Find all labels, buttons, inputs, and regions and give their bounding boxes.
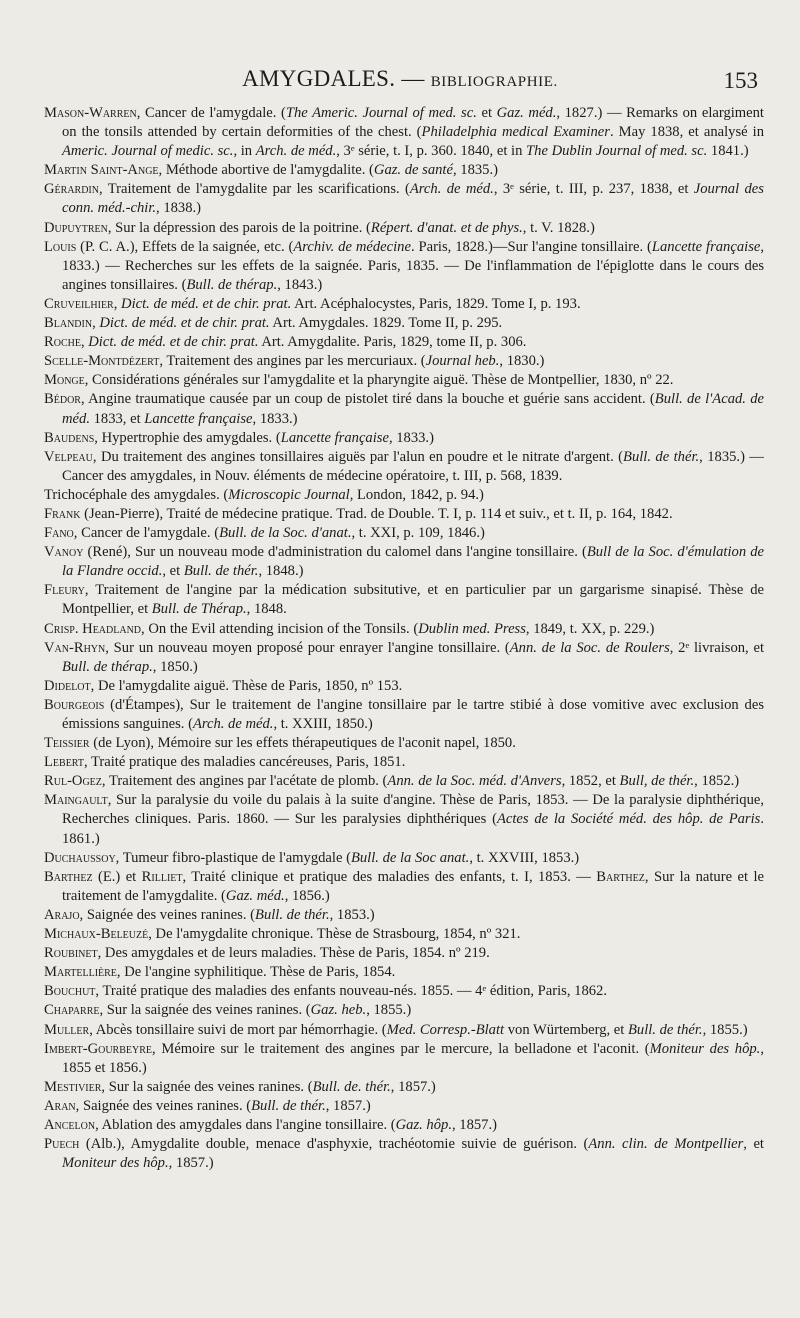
entry-text: , Traitement des angines par l'acétate de plomb. (: [101, 773, 388, 790]
entry-title-italic: Moniteur des hôp.: [649, 1040, 761, 1057]
entry-author: Chaparre: [44, 1002, 100, 1019]
bibliography-entry: [44, 104, 764, 161]
entry-author: Mason-Warren: [44, 105, 137, 121]
entry-title-italic: Bull de la Soc. d'émulation de la Flandre occid.: [62, 544, 765, 580]
entry-text: von Würtemberg, et: [504, 1021, 628, 1038]
bibliography-entry: [44, 505, 764, 524]
entry-text: et: [476, 105, 497, 121]
bibliography-entry: [44, 1021, 764, 1040]
entry-title-italic: Lancette française: [280, 429, 389, 446]
bibliography-entry: [44, 753, 764, 772]
entry-text: , 1848.): [258, 563, 304, 580]
bibliography-entry: [44, 295, 764, 314]
entry-author: Rilliet: [141, 868, 183, 885]
entry-text: , Du traitement des angines tonsillaires aiguës par l'alun en poudre et le nitrate d'argent. (: [92, 448, 624, 465]
entry-text: , Traité pratique des maladies des enfants nouveau-nés. 1855. — 4ᵉ édition, Paris, 1862.: [95, 983, 607, 1000]
header-title: AMYGDALES.: [242, 66, 396, 91]
entry-text: , 1852.): [694, 773, 740, 790]
bibliography-entry: [44, 333, 764, 352]
header-subtitle: BIBLIOGRAPHIE.: [430, 74, 558, 90]
entry-title-italic: Ann. de la Soc. méd. d'Anvers: [387, 773, 562, 790]
bibliography-list: [44, 104, 764, 1173]
entry-title-italic: Bull. de thér.: [183, 563, 259, 580]
bibliography-entry: [44, 219, 764, 238]
entry-text: , 1857.): [325, 1097, 371, 1114]
entry-text: , 1838.): [156, 200, 202, 217]
entry-text: , 1852, et: [561, 773, 620, 790]
entry-title-italic: Med. Corresp.-Blatt: [386, 1021, 505, 1038]
entry-text: , 1835.): [452, 162, 498, 179]
entry-author: Louis: [44, 238, 77, 255]
bibliography-entry: [44, 944, 764, 963]
entry-text: , t. V. 1828.): [522, 219, 595, 236]
entry-author: Blandin: [44, 315, 93, 332]
entry-title-italic: Répert. d'anat. et de phys.: [370, 219, 523, 236]
entry-text: , 1857.): [451, 1116, 497, 1133]
bibliography-entry: [44, 314, 764, 333]
bibliography-entry: [44, 772, 764, 791]
entry-text: ,: [80, 334, 89, 351]
entry-text: , Sur la nature et le traitement de l'amygdalite. (: [62, 868, 764, 904]
entry-title-italic: Dict. de méd. et de chir. prat.: [121, 295, 292, 312]
entry-title-italic: Bull. de thér.: [623, 448, 700, 465]
entry-text: , Cancer de l'amygdale. (: [73, 525, 220, 542]
entry-text: , et: [162, 563, 184, 580]
entry-title-italic: Microscopic Journal: [228, 486, 350, 503]
entry-author: Mestivier: [44, 1078, 102, 1095]
entry-text: ,: [92, 315, 100, 332]
bibliography-entry: [44, 906, 764, 925]
bibliography-entry: [44, 791, 764, 848]
running-title: [0, 66, 800, 92]
entry-text: , 1857.): [168, 1155, 214, 1172]
entry-text: , Hypertrophie des amygdales. (: [94, 429, 281, 446]
bibliography-entry: [44, 696, 764, 734]
entry-text: , De l'amygdalite chronique. Thèse de Strasbourg, 1854, nº 321.: [148, 926, 521, 943]
entry-text: , 1833.): [388, 429, 434, 446]
entry-title-italic: Gaz. hôp.: [395, 1116, 452, 1133]
entry-author: Baudens: [44, 429, 95, 446]
entry-text: , Sur la dépression des parois de la poitrine. (: [107, 219, 371, 236]
running-header: [0, 66, 800, 106]
entry-text: , 1855.): [702, 1021, 748, 1038]
entry-author: Martellière: [44, 964, 117, 981]
bibliography-entry: [44, 1001, 764, 1020]
entry-text: , De l'amygdalite aiguë. Thèse de Paris, 1850, nº 153.: [90, 677, 403, 694]
entry-author: Vanoy: [44, 544, 84, 561]
entry-text: , 1850.): [152, 658, 198, 675]
entry-text: , Traitement de l'angine par la médication subsitutive, et en particulier par un gargarisme sinapisé. Thèse de Montpellier, et: [62, 582, 764, 618]
entry-text: (E.) et: [92, 868, 142, 885]
bibliography-entry: [44, 581, 764, 619]
bibliography-entry: [44, 1078, 764, 1097]
entry-text: Art. Amygdales. 1829. Tome II, p. 295.: [269, 315, 503, 332]
entry-text: (Jean-Pierre), Traité de médecine pratique. Trad. de Double. T. I, p. 114 et suiv., et t. II, p. 164, 1842.: [80, 505, 673, 522]
bibliography-entry: [44, 925, 764, 944]
entry-text: , Traitement de l'amygdalite par les scarifications. (: [98, 181, 410, 198]
entry-title-italic: Bull, de thér.: [619, 773, 695, 790]
entry-text: Art. Acéphalocystes, Paris, 1829. Tome I, p. 193.: [291, 295, 581, 312]
entry-text: , 1856.): [284, 887, 330, 904]
entry-text: , Angine traumatique causée par un coup de pistolet tiré dans la bouche et guérie sans accident. (: [80, 391, 655, 408]
entry-author: Roubinet: [44, 945, 98, 962]
entry-text: (P. C. A.), Effets de la saignée, etc. (: [76, 238, 294, 255]
bibliography-entry: [44, 238, 764, 295]
entry-text: , Sur un nouveau moyen proposé pour enrayer l'angine tonsillaire. (: [105, 639, 510, 656]
entry-author: Michaux-Beleuzé: [44, 926, 149, 943]
entry-title-italic: Journal heb.: [425, 353, 500, 370]
entry-text: , et: [743, 1136, 764, 1153]
entry-author: Muller: [44, 1021, 90, 1038]
entry-text: , London, 1842, p. 94.): [349, 486, 484, 503]
entry-author: Bouchut: [44, 983, 96, 1000]
bibliography-entry: [44, 1135, 764, 1173]
entry-author: Bourgeois: [44, 696, 105, 713]
entry-author: Fleury: [44, 582, 85, 599]
bibliography-entry: [44, 868, 764, 906]
entry-title-italic: The Dublin Journal of med. sc.: [526, 143, 708, 160]
entry-text: , t. XXVIII, 1853.): [469, 849, 580, 866]
entry-author: Duchaussoy: [44, 849, 116, 866]
entry-text: , Tumeur fibro-plastique de l'amygdale (: [115, 849, 351, 866]
entry-author: Crisp. Headland: [44, 620, 142, 637]
entry-title-italic: Arch. de méd.: [255, 143, 337, 160]
entry-title-italic: Bull. de thérap.: [62, 658, 153, 675]
entry-text: , On the Evil attending incision of the Tonsils. (: [141, 620, 419, 637]
entry-author: Maingault: [44, 792, 108, 809]
entry-text: , t. XXI, p. 109, 1846.): [351, 525, 485, 542]
entry-text: , Cancer de l'amygdale. (: [136, 105, 286, 121]
entry-text: , 2ᵉ livraison, et: [669, 639, 765, 656]
entry-text: , 1827.) — Remarks on elargiment on the tonsils attended by certain deformities of the chest. (: [62, 105, 764, 141]
entry-title-italic: Bull. de la Soc. d'anat.: [219, 525, 352, 542]
entry-text: , 1849, t. XX, p. 229.): [525, 620, 655, 637]
bibliography-entry: [44, 620, 764, 639]
entry-text: Trichocéphale des amygdales. (: [44, 486, 229, 503]
bibliography-entry: [44, 524, 764, 543]
entry-text: , Saignée des veines ranines. (: [79, 906, 256, 923]
bibliography-entry: [44, 963, 764, 982]
entry-text: Art. Amygdalite. Paris, 1829, tome II, p. 306.: [258, 334, 527, 351]
bibliography-entry: [44, 448, 764, 486]
entry-text: , 1853.): [329, 906, 375, 923]
entry-text: (René), Sur un nouveau mode d'administration du calomel dans l'angine tonsillaire. (: [83, 544, 587, 561]
entry-text: , 1830.): [499, 353, 545, 370]
bibliography-entry: [44, 390, 764, 428]
entry-text: 1841.): [707, 143, 749, 160]
entry-author: Didelot: [44, 677, 91, 694]
entry-text: , Sur la saignée des veines ranines. (: [99, 1002, 311, 1019]
entry-text: , Mémoire sur le traitement des angines par le mercure, la belladone et l'aconit. (: [152, 1040, 650, 1057]
entry-title-italic: Arch. de méd.: [409, 181, 494, 198]
entry-author: Bédor: [44, 391, 81, 408]
bibliography-entry: [44, 371, 764, 390]
entry-title-italic: Moniteur des hôp.: [62, 1155, 169, 1172]
entry-text: , Ablation des amygdales dans l'angine tonsillaire. (: [95, 1116, 396, 1133]
entry-text: , 1835.) — Cancer des amygdales, in Nouv. éléments de médecine opératoire, t. III, p. 568, 1839.: [62, 448, 764, 484]
entry-text: . May 1838, et analysé in: [609, 124, 764, 141]
entry-text: , Saignée des veines ranines. (: [75, 1097, 252, 1114]
entry-text: (d'Étampes), Sur le traitement de l'angine tonsillaire par le tartre stibié à dose vomitive avec exclusion des émissions sanguines. (: [62, 696, 764, 732]
entry-title-italic: Bull. de. thér.: [312, 1078, 391, 1095]
bibliography-entry: [44, 161, 764, 180]
bibliography-entry: [44, 639, 764, 677]
entry-author: Roche: [44, 334, 81, 351]
bibliography-entry: [44, 429, 764, 448]
entry-title-italic: Bull. de l'Acad. de méd.: [62, 391, 765, 427]
entry-title-italic: Bull. de thérap.: [186, 276, 278, 293]
entry-title-italic: Philadelphia medical Examiner: [421, 124, 610, 141]
entry-text: , De l'angine syphilitique. Thèse de Paris, 1854.: [116, 964, 396, 981]
entry-title-italic: Bull. de thér.: [627, 1021, 703, 1038]
entry-text: , Considérations générales sur l'amygdalite et la pharyngite aiguë. Thèse de Montpellier, 1830, nº 22.: [84, 372, 674, 389]
entry-title-italic: Lancette française: [651, 238, 761, 255]
entry-text: , Sur la paralysie du voile du palais à la suite d'angine. Thèse de Paris, 1853. — De la paralysie diphthérique, Recherches cliniques. Paris. 1860. — Sur les paralysies diphthériques (: [62, 792, 764, 828]
entry-text: ,: [113, 295, 122, 312]
entry-text: , 1855 et 1856.): [62, 1040, 764, 1076]
bibliography-entry: [44, 677, 764, 696]
entry-text: . 1861.): [62, 811, 764, 847]
header-dash: —: [395, 66, 431, 91]
bibliography-entry: [44, 982, 764, 1001]
entry-title-italic: Archiv. de médecine: [293, 238, 411, 255]
entry-text: , 3ᵉ série, t. I, p. 360. 1840, et in: [336, 143, 527, 160]
entry-title-italic: Dict. de méd. et de chir. prat.: [99, 315, 270, 332]
entry-title-italic: Gaz. de santé: [373, 162, 453, 179]
bibliography-entry: [44, 849, 764, 868]
bibliography-entry: [44, 352, 764, 371]
entry-title-italic: Gaz. méd.: [496, 105, 557, 121]
entry-author: Ancelon: [44, 1116, 96, 1133]
entry-author: Aran: [44, 1097, 76, 1114]
bibliography-entry: [44, 180, 764, 218]
entry-text: , Abcès tonsillaire suivi de mort par hémorrhagie. (: [89, 1021, 387, 1038]
entry-title-italic: Dublin med. Press: [418, 620, 526, 637]
entry-author: Scelle-Montdézert: [44, 353, 160, 370]
entry-title-italic: Ann. de la Soc. de Roulers: [509, 639, 670, 656]
entry-author: Lebert: [44, 754, 84, 771]
bibliography-entry: [44, 1116, 764, 1135]
entry-title-italic: Bull. de Thérap.: [151, 601, 247, 618]
entry-author: Gérardin: [44, 181, 99, 198]
entry-author: Barthez: [44, 868, 93, 885]
entry-title-italic: Gaz. méd.: [225, 887, 285, 904]
entry-text: , 1855.): [366, 1002, 412, 1019]
entry-author: Rul-Ogez: [44, 773, 102, 790]
entry-text: , 1857.): [390, 1078, 436, 1095]
bibliography-entry: [44, 1040, 764, 1078]
entry-title-italic: Bull. de thér.: [255, 906, 330, 923]
bibliography-entry: [44, 734, 764, 753]
entry-title-italic: Actes de la Société méd. des hôp. de Paris: [496, 811, 761, 828]
bibliography-entry: [44, 543, 764, 581]
entry-author: Dupuytren: [44, 219, 108, 236]
entry-author: Puech: [44, 1136, 80, 1153]
entry-text: , Des amygdales et de leurs maladies. Thèse de Paris, 1854. nº 219.: [97, 945, 490, 962]
entry-text: 1833, et: [89, 410, 145, 427]
entry-text: , Traité clinique et pratique des maladies des enfants, t. I, 1853. —: [182, 868, 597, 885]
entry-title-italic: Lancette française: [144, 410, 253, 427]
bibliography-entry: [44, 1097, 764, 1116]
entry-title-italic: Arch. de méd.: [192, 716, 274, 732]
entry-text: (Alb.), Amygdalite double, menace d'asphyxie, trachéotomie suivie de guérison. (: [79, 1136, 589, 1153]
entry-author: Fano: [44, 525, 74, 542]
entry-text: , t. XXIII, 1850.): [273, 716, 373, 732]
entry-text: , Traitement des angines par les mercuriaux. (: [159, 353, 426, 370]
entry-text: , Traité pratique des maladies cancéreuses, Paris, 1851.: [83, 754, 406, 771]
entry-author: Imbert-Gourbeyre: [44, 1040, 152, 1057]
entry-author: Velpeau: [44, 448, 93, 465]
entry-author: Van-Rhyn: [44, 639, 106, 656]
entry-title-italic: Bull. de thér.: [251, 1097, 326, 1114]
entry-author: Monge: [44, 372, 85, 389]
entry-author: Teissier: [44, 735, 90, 752]
entry-text: , in: [233, 143, 256, 160]
entry-text: , 1848.: [246, 601, 287, 618]
entry-title-italic: Bull. de la Soc anat.: [350, 849, 470, 866]
entry-text: . Paris, 1828.)—Sur l'angine tonsillaire. (: [410, 238, 652, 255]
entry-text: , Sur la saignée des veines ranines. (: [101, 1078, 313, 1095]
page-number: 153: [723, 68, 758, 93]
entry-title-italic: Dict. de méd. et de chir. prat.: [88, 334, 259, 351]
entry-title-italic: Journal des conn. méd.-chir.: [62, 181, 764, 217]
entry-author: Cruveilhier: [44, 295, 114, 312]
entry-title-italic: The Americ. Journal of med. sc.: [285, 105, 477, 121]
bibliography-entry: [44, 486, 764, 505]
entry-author: Martin Saint-Ange: [44, 162, 159, 179]
entry-title-italic: Gaz. heb.: [310, 1002, 367, 1019]
entry-text: (de Lyon), Mémoire sur les effets thérapeutiques de l'aconit napel, 1850.: [89, 735, 516, 752]
entry-author: Arajo: [44, 906, 80, 923]
entry-text: , 1843.): [277, 276, 323, 293]
entry-text: , 3ᵉ série, t. III, p. 237, 1838, et: [493, 181, 694, 198]
entry-author: Barthez: [596, 868, 645, 885]
entry-text: , 1833.) — Recherches sur les effets de la saignée. Paris, 1835. — De l'inflammation de l'épiglotte dans le cours des angines tonsillaires. (: [62, 238, 765, 293]
entry-text: , 1833.): [252, 410, 298, 427]
entry-author: Frank: [44, 505, 81, 522]
entry-text: , Méthode abortive de l'amygdalite. (: [158, 162, 374, 179]
entry-title-italic: Ann. clin. de Montpellier: [588, 1136, 744, 1153]
entry-title-italic: Americ. Journal of medic. sc.: [62, 143, 234, 160]
